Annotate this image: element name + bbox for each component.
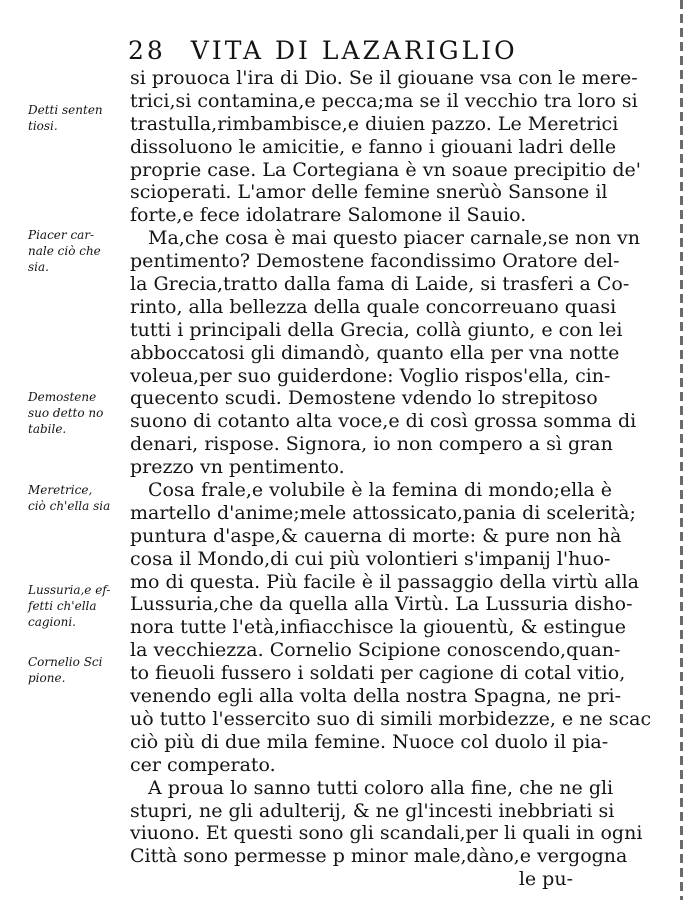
text-line: si prouoca l'ira di Dio. Se il giouane vsa con le mere- xyxy=(130,67,638,89)
marginal-line: sia. xyxy=(28,260,49,274)
marginal-note-detti xyxy=(28,102,126,134)
marginal-note-demostene xyxy=(28,389,126,437)
marginal-line: fetti ch'ella xyxy=(28,599,97,613)
text-line: proprie case. La Cortegiana è vn soaue precipitio de' xyxy=(130,158,642,181)
running-title: VITA DI LAZARIGLIO xyxy=(190,36,518,65)
catchword: le pu- xyxy=(518,868,573,891)
text-line: scioperati. L'amor delle femine snerùò Sansone il xyxy=(130,181,608,204)
marginal-line: suo detto no xyxy=(28,406,104,420)
marginal-line: nale ciò che xyxy=(28,244,101,258)
body-text xyxy=(130,67,652,891)
text-line: martello d'anime;mele attossicato,pania di scelerità; xyxy=(130,501,636,524)
marginal-line: Cornelio Sci xyxy=(28,655,103,669)
text-line: to fieuoli fussero i soldati per cagione di cotal vitio, xyxy=(130,662,626,685)
text-line: prezzo vn pentimento. xyxy=(130,456,345,479)
text-line: quecento scudi. Demostene vdendo lo strepitoso xyxy=(130,387,598,410)
text-line: stupri, ne gli adulterij, & ne gl'incesti inebbriati si xyxy=(130,799,615,822)
marginal-line: pione. xyxy=(28,671,66,685)
text-line: Città sono permesse p minor male,dàno,e vergogna xyxy=(130,845,628,868)
text-line: cer comperato. xyxy=(130,753,276,776)
marginal-line: Piacer car- xyxy=(28,228,95,242)
paragraph-start-line: A proua lo sanno tutti coloro alla fine, che ne gli xyxy=(148,776,614,799)
text-line: trici,si contamina,e pecca;ma se il vecchio tra loro si xyxy=(130,89,638,112)
running-header xyxy=(128,36,558,66)
marginal-line: Lussuria,e ef- xyxy=(28,583,111,597)
text-line: dissoluono le amicitie, e fanno i giouani ladri delle xyxy=(130,135,617,158)
marginal-note-lussuria xyxy=(28,582,126,630)
marginal-line: Detti senten xyxy=(28,103,103,117)
marginal-line: Demostene xyxy=(28,390,97,404)
marginal-note-piacer xyxy=(28,227,126,275)
marginal-line: ciò ch'ella sia xyxy=(28,499,111,513)
text-line: abboccatosi gli dimandò, quanto ella per vna notte xyxy=(130,341,620,364)
text-line: nora tutte l'età,infiacchisce la giouentù, & estingue xyxy=(130,616,627,639)
text-line: puntura d'aspe,& cauerna di morte: & pure non hà xyxy=(130,524,622,547)
text-line: rinto, alla bellezza della quale concorreuano quasi xyxy=(130,295,617,318)
text-line: uò tutto l'essercito suo di simili morbidezze, e ne scac xyxy=(130,707,652,730)
paragraph-start-line: Ma,che cosa è mai questo piacer carnale,se non vn xyxy=(148,227,640,250)
scan-page-edge xyxy=(680,0,683,900)
text-line: la Grecia,tratto dalla fama di Laide, si trasferi a Co- xyxy=(130,273,630,296)
text-line: la vecchiezza. Cornelio Scipione conoscendo,quan- xyxy=(130,639,621,662)
text-line: pentimento? Demostene facondissimo Oratore del- xyxy=(130,250,620,273)
text-line: venendo egli alla volta della nostra Spagna, ne pri- xyxy=(130,685,622,708)
text-line: denari, rispose. Signora, io non compero a sì gran xyxy=(130,433,613,456)
text-line: mo di questa. Più facile è il passaggio della virtù alla xyxy=(130,570,640,593)
text-line: suono di cotanto alta voce,e di così grossa somma di xyxy=(130,410,637,433)
marginal-line: tiosi. xyxy=(28,119,58,133)
text-line: trastulla,rimbambisce,e diuien pazzo. Le Meretrici xyxy=(130,112,619,135)
marginal-line: cagioni. xyxy=(28,615,76,629)
marginal-note-meretrice xyxy=(28,482,126,514)
text-line: Lussuria,che da quella alla Virtù. La Lussuria disho- xyxy=(130,593,633,616)
text-line: tutti i principali della Grecia, collà giunto, e con lei xyxy=(130,318,623,341)
text-line: voleua,per suo guiderdone: Voglio rispos'ella, cin- xyxy=(130,364,611,387)
text-line: ciò più di due mila femine. Nuoce col duolo il pia- xyxy=(130,730,609,753)
text-line: viuono. Et questi sono gli scandali,per li quali in ogni xyxy=(130,822,643,845)
text-line: cosa il Mondo,di cui più volontieri s'impanij l'huo- xyxy=(130,547,611,570)
paragraph-start-line: Cosa frale,e volubile è la femina di mondo;ella è xyxy=(148,479,612,502)
marginal-line: Meretrice, xyxy=(28,483,93,497)
text-line: forte,e fece idolatrare Salomone il Sauio. xyxy=(130,204,527,227)
marginal-note-cornelio xyxy=(28,654,126,686)
page-number: 28 xyxy=(128,36,166,65)
marginal-line: tabile. xyxy=(28,422,67,436)
